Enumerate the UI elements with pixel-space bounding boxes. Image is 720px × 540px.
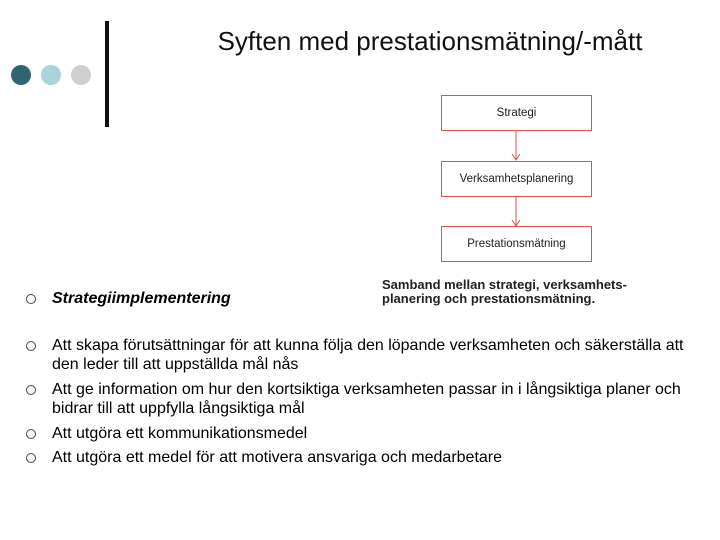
diagram-arrows <box>441 95 592 265</box>
bullet-icon <box>26 294 36 304</box>
decor-dot-dark <box>11 65 31 85</box>
diagram-box-strategy: Strategi <box>441 95 592 131</box>
diagram-box-planning: Verksamhetsplanering <box>441 161 592 197</box>
diagram-caption: Samband mellan strategi, verksamhets-planering och prestationsmätning. <box>382 277 627 306</box>
bullet-icon <box>26 429 36 439</box>
bullet-text: Att ge information om hur den kortsiktiga verksamheten passar in i långsiktiga planer och bidrar till att uppfylla långsiktiga mål <box>52 381 681 417</box>
decor-dot-grey <box>71 65 91 85</box>
decor-vertical-bar <box>105 21 109 127</box>
bullet-text: Att utgöra ett medel för att motivera ansvariga och medarbetare <box>52 449 503 466</box>
diagram-box-measurement: Prestationsmätning <box>441 226 592 262</box>
decor-dot-light <box>41 65 61 85</box>
bullet-text: Att utgöra ett kommunikationsmedel <box>52 425 308 442</box>
slide-title: Syften med prestationsmätning/-mått <box>217 26 643 56</box>
bullet-text: Att skapa förutsättningar för att kunna följa den löpande verksamheten och säkerställa att den leder till att uppställda mål nås <box>52 337 684 373</box>
bullet-icon <box>26 453 36 463</box>
bullet-icon <box>26 341 36 351</box>
bullet-icon <box>26 385 36 395</box>
bullet-heading: Strategiimplementering <box>52 290 231 307</box>
